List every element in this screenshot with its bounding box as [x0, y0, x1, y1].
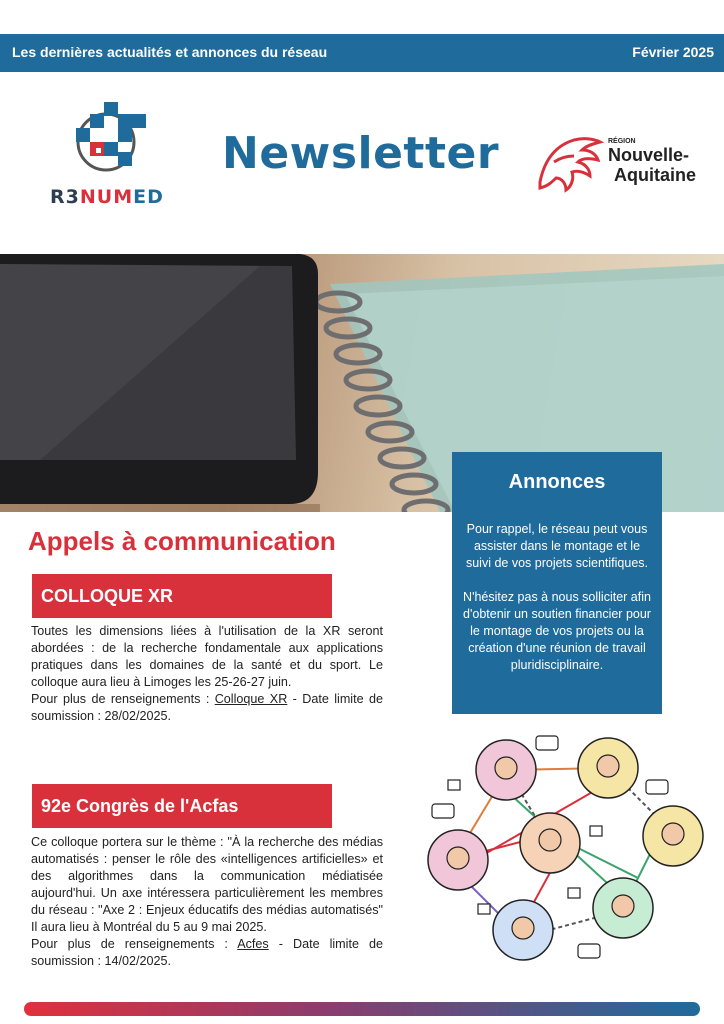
logo-part-r3: R3 [50, 186, 80, 208]
annonces-paragraph-1: Pour rappel, le réseau peut vous assister dans le montage et le suivi de vos projets scientifiques. [465, 522, 649, 570]
colloque-xr-heading: COLLOQUE XR [41, 586, 174, 606]
annonces-paragraph-2: N'hésitez pas à nous solliciter afin d'obtenir un soutien financier pour le montage de vos projets ou la création d'une réunion de travail pluridisciplinaire. [463, 590, 651, 672]
acfas-more-prefix: Pour plus de renseignements : [31, 937, 238, 951]
appels-section-title: Appels à communication [28, 526, 336, 556]
region-label: RÉGION [608, 138, 636, 145]
region-name-line2: Aquitaine [614, 165, 697, 185]
r3numed-logo [50, 94, 180, 214]
annonces-header [452, 452, 662, 512]
header-date: Février 2025 [632, 44, 714, 60]
acfas-more-suffix: - Date limite de soumission : 14/02/2025. [31, 937, 384, 968]
newsletter-title: Newsletter [222, 128, 500, 179]
annonces-box [452, 512, 662, 714]
logo-part-num: NUM [79, 186, 134, 208]
header-tagline: Les dernières actualités et annonces du réseau [12, 44, 328, 60]
colloque-xr-header [32, 574, 332, 618]
acfas-header [32, 784, 332, 828]
logo-part-ed: ED [133, 186, 164, 208]
colloque-xr-more-suffix: - Date limite de soumission : 28/02/2025. [31, 692, 383, 723]
colloque-xr-text [31, 623, 383, 725]
region-logo [534, 132, 704, 196]
footer-gradient-bar [24, 1002, 700, 1016]
colloque-xr-link[interactable]: Colloque XR [214, 692, 288, 706]
colloque-xr-more-prefix: Pour plus de renseignements : [31, 692, 215, 706]
r3numed-logo-icon [50, 94, 180, 186]
acfas-link[interactable]: Acfes [237, 937, 269, 951]
acfas-text [31, 834, 383, 970]
colloque-xr-body: Toutes les dimensions liées à l'utilisation de la XR seront abordées : de la recherche fondamentale aux applications pratiques dans les domaines de la santé et du sport. Le colloque aura lieu à Limoges les 25-26-27 juin. [31, 624, 383, 689]
lion-icon [534, 132, 606, 196]
network-people-illustration-icon [418, 728, 716, 968]
annonces-heading: Annonces [508, 471, 606, 493]
region-name-line1: Nouvelle- [608, 145, 690, 165]
header-bar [0, 34, 724, 72]
network-illustration [418, 728, 716, 968]
acfas-heading: 92e Congrès de l'Acfas [41, 796, 239, 816]
r3numed-wordmark [50, 186, 164, 208]
acfas-body: Ce colloque portera sur le thème : "À la recherche des médias automatisés : penser le rôle des «intelligences artificielles» et des algorithmes dans la communication médiatisée aujourd'hui. Un axe intéressera particulièrement les membres du réseau : "Axe 2 : Enjeux éducatifs des médias automatisés" Il aura lieu à Montréal du 5 au 9 mai 2025. [31, 835, 383, 934]
